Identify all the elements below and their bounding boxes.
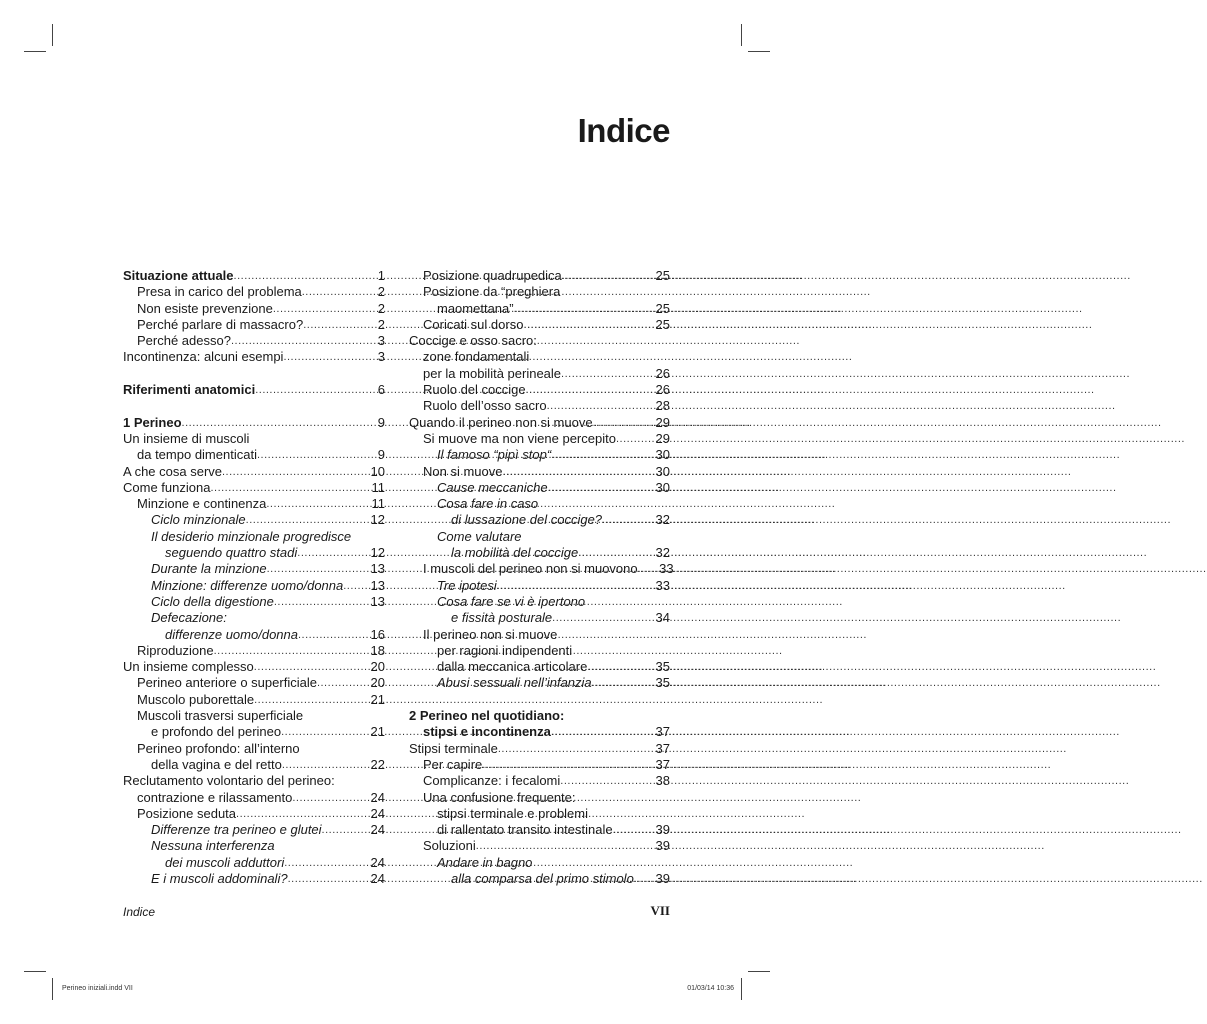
toc-entry-page: 13	[370, 561, 385, 577]
toc-entry-title: Il famoso “pipì stop“	[437, 447, 552, 463]
toc-entry-title: seguendo quattro stadi	[165, 545, 298, 561]
toc-entry	[123, 268, 385, 284]
toc-entry	[123, 561, 385, 577]
toc-entry-title: Non si muove	[423, 463, 503, 479]
dot-leader	[255, 382, 353, 398]
toc-entry-title: e fissità posturale	[451, 610, 553, 626]
toc-entry	[409, 627, 670, 643]
toc-entry-title: Si muove ma non viene percepito	[423, 430, 616, 446]
dot-leader	[236, 806, 353, 822]
toc-entry-title: Come valutare	[437, 528, 522, 544]
toc-entry-page: 30	[655, 447, 670, 463]
toc-entry-title: Perineo profondo: all’interno	[137, 740, 300, 756]
toc-entry-title: la mobilità del coccige	[451, 545, 579, 561]
dot-leader	[514, 301, 638, 317]
toc-entry-page: 21	[370, 724, 385, 740]
dot-leader	[547, 398, 638, 414]
toc-entry	[123, 708, 385, 724]
crop-mark	[748, 971, 770, 972]
toc-entry-page: 32	[655, 545, 670, 561]
crop-mark	[741, 24, 742, 46]
toc-entry-page: 12	[370, 512, 385, 528]
dot-leader	[231, 333, 353, 349]
dot-leader	[273, 301, 353, 317]
toc-entry	[123, 545, 385, 561]
toc-entry-title: Perché adesso?	[137, 333, 231, 349]
toc-entry	[409, 838, 670, 854]
toc-entry	[409, 301, 670, 317]
toc-entry-page: 37	[655, 740, 670, 756]
toc-entry-title: Il perineo non si muove	[423, 626, 558, 642]
toc-entry	[123, 431, 385, 447]
toc-entry-title: E i muscoli addominali?	[151, 870, 288, 886]
toc-entry	[123, 822, 385, 838]
toc-entry	[123, 724, 385, 740]
toc-entry-title: Cosa fare in caso	[437, 496, 539, 512]
toc-entry-page: 29	[655, 414, 670, 430]
toc-entry-title: della vagina e del retto	[151, 756, 282, 772]
toc-entry	[409, 790, 670, 806]
dot-leader	[283, 349, 353, 365]
toc-entry	[123, 855, 385, 871]
dot-leader	[322, 822, 353, 838]
toc-entry	[409, 382, 670, 398]
toc-entry-title: Stipsi terminale	[409, 740, 498, 756]
dot-leader	[292, 790, 353, 806]
dot-leader	[317, 675, 353, 691]
dot-leader	[254, 692, 353, 708]
dot-leader	[602, 512, 638, 528]
toc-entry-title: Posizione quadrupedica	[423, 268, 562, 283]
toc-entry	[409, 447, 670, 463]
toc-entry	[409, 480, 670, 496]
toc-entry-title: Muscolo puborettale	[137, 691, 255, 707]
toc-entry-page: 6	[377, 382, 385, 398]
toc-entry-title: Minzione e continenza	[137, 496, 267, 512]
dot-leader	[578, 545, 638, 561]
toc-entry-page: 30	[655, 463, 670, 479]
toc-entry-page: 1	[377, 268, 385, 283]
toc-entry-page: 26	[655, 382, 670, 398]
dot-leader	[343, 578, 353, 594]
dot-leader	[523, 317, 638, 333]
running-footer-page-number: VII	[650, 903, 670, 918]
toc-entry	[409, 415, 670, 431]
toc-entry-title: Andare in bagno	[437, 854, 533, 870]
toc-entry-page: 33	[655, 577, 670, 593]
toc-entry-title: e profondo del perineo	[151, 724, 282, 740]
toc-entry-page: 25	[655, 316, 670, 332]
toc-entry-title: Perché parlare di massacro?	[137, 316, 304, 332]
toc-entry-title: Ciclo della digestione	[151, 593, 274, 609]
toc-left-column	[123, 268, 385, 887]
toc-entry-page: 39	[655, 838, 670, 854]
toc-entry-page: 39	[655, 822, 670, 838]
toc-entry-title: Posizione da “preghiera	[423, 284, 561, 300]
dot-leader	[297, 545, 353, 561]
toc-entry-page: 24	[370, 870, 385, 886]
toc-entry-page: 21	[370, 691, 385, 707]
dot-leader	[214, 643, 353, 659]
toc-entry-page: 3	[377, 333, 385, 349]
toc-entry	[123, 643, 385, 659]
toc-entry	[123, 773, 385, 789]
toc-entry-page: 2	[377, 316, 385, 332]
toc-entry-title: Muscoli trasversi superficiale	[137, 708, 304, 724]
toc-entry	[409, 366, 670, 382]
toc-entry-page: 2	[377, 300, 385, 316]
toc-entry	[409, 398, 670, 414]
toc-entry-title: Coricati sul dorso	[423, 316, 524, 332]
toc-entry	[409, 741, 670, 757]
toc-entry-title: Defecazione:	[151, 610, 227, 626]
toc-right-column	[409, 268, 674, 887]
crop-mark	[52, 978, 53, 1000]
toc-entry-page: 35	[655, 659, 670, 675]
toc-entry-page: 35	[655, 675, 670, 691]
dot-leader	[593, 415, 638, 431]
toc-entry-title: Cause meccaniche	[437, 479, 548, 495]
toc-entry-page: 24	[370, 854, 385, 870]
toc-entry-title: Posizione seduta	[137, 805, 237, 821]
toc-entry-page: 32	[655, 512, 670, 528]
toc-entry-title: di lussazione del coccige?	[451, 512, 603, 528]
toc-entry-page: 38	[655, 773, 670, 789]
toc-entry-title: Per capire	[423, 756, 483, 772]
toc-entry-title: Un insieme di muscoli	[123, 430, 250, 446]
toc-entry	[123, 382, 385, 398]
toc-entry	[123, 333, 385, 349]
toc-entry	[123, 301, 385, 317]
toc-entry-title: Un insieme complesso	[123, 659, 254, 675]
toc-entry	[123, 692, 385, 708]
dot-leader	[613, 822, 638, 838]
toc-entry	[409, 333, 670, 349]
dot-leader	[562, 268, 638, 284]
toc-entry-title: Quando il perineo non si muove	[409, 414, 593, 430]
toc-entry	[123, 806, 385, 822]
toc-entry	[409, 561, 674, 577]
toc-entry	[123, 529, 385, 545]
toc-entry	[409, 724, 670, 740]
toc-entry-title: per ragioni indipendenti	[437, 642, 573, 658]
toc-entry-page: 37	[655, 724, 670, 740]
toc-entry-title: maomettana”	[437, 300, 514, 316]
toc-entry-page: 25	[655, 300, 670, 316]
toc-entry-title: I muscoli del perineo non si muovono	[423, 561, 638, 577]
dot-leader	[476, 838, 638, 854]
toc-entry	[123, 594, 385, 610]
toc-entry-title: Ciclo minzionale	[151, 512, 246, 528]
toc-entry-page: 28	[655, 398, 670, 414]
toc-entry	[409, 545, 670, 561]
toc-entry-title: 2 Perineo nel quotidiano:	[409, 708, 565, 724]
toc-entry	[123, 578, 385, 594]
toc-entry	[409, 284, 670, 300]
toc-entry	[123, 480, 385, 496]
crop-mark	[748, 51, 770, 52]
dot-leader	[497, 578, 638, 594]
toc-entry-title: Riferimenti anatomici	[123, 382, 256, 398]
toc-entry	[409, 855, 670, 871]
toc-entry-page: 9	[377, 414, 385, 430]
toc-entry-title: contrazione e rilassamento	[137, 789, 293, 805]
toc-entry-title: Ruolo del coccige	[423, 382, 526, 398]
dot-leader	[182, 415, 353, 431]
toc-entry-page: 22	[370, 756, 385, 772]
toc-entry-title: per la mobilità perineale	[423, 365, 562, 381]
dot-leader	[303, 317, 353, 333]
toc-entry	[409, 773, 670, 789]
dot-leader	[288, 871, 353, 887]
toc-entry-title: 1 Perineo	[123, 414, 182, 430]
toc-entry	[409, 578, 670, 594]
dot-leader	[234, 268, 353, 284]
dot-leader	[282, 757, 353, 773]
toc-entry	[409, 675, 670, 691]
toc-entry-page: 10	[370, 463, 385, 479]
toc-entry	[123, 741, 385, 757]
toc-entry	[123, 284, 385, 300]
toc-entry	[409, 594, 670, 610]
crop-mark	[741, 978, 742, 1000]
toc-entry-title: zone fondamentali	[423, 349, 530, 365]
dot-leader	[222, 464, 353, 480]
dot-leader	[548, 480, 638, 496]
toc-entry-page: 13	[370, 593, 385, 609]
toc-entry	[409, 464, 670, 480]
toc-entry	[123, 790, 385, 806]
dot-leader	[254, 659, 353, 675]
toc-entry	[123, 464, 385, 480]
toc-entry	[123, 627, 385, 643]
toc-entry-title: alla comparsa del primo stimolo	[451, 870, 634, 886]
toc-entry-title: Differenze tra perineo e glutei	[151, 822, 322, 838]
toc-entry	[409, 643, 670, 659]
toc-entry-page: 34	[655, 610, 670, 626]
toc-entry-title: A che cosa serve	[123, 463, 222, 479]
toc-entry	[409, 268, 670, 284]
toc-entry-title: differenze uomo/donna	[165, 626, 298, 642]
crop-mark	[24, 51, 46, 52]
toc-entry-title: Ruolo dell’osso sacro	[423, 398, 547, 414]
dot-leader	[498, 741, 638, 757]
toc-entry-title: stipsi terminale e problemi	[437, 805, 589, 821]
toc-entry	[409, 659, 670, 675]
toc-entry	[123, 496, 385, 512]
toc-entry-page: 20	[370, 659, 385, 675]
toc-entry-page: 11	[371, 496, 385, 512]
toc-entry	[409, 512, 670, 528]
toc-entry-title: stipsi e incontinenza	[423, 724, 551, 740]
dot-leader	[210, 480, 353, 496]
toc-entry	[409, 806, 670, 822]
toc-entry	[409, 822, 670, 838]
toc-entry	[123, 610, 385, 626]
toc-entry-page: 29	[655, 430, 670, 446]
dot-leader	[482, 757, 638, 773]
toc-entry-title: Complicanze: i fecalomi	[423, 773, 561, 789]
dot-leader	[298, 627, 353, 643]
toc-entry-title: Soluzioni	[423, 838, 476, 854]
toc-entry	[409, 708, 670, 724]
toc-entry-page: 24	[370, 822, 385, 838]
toc-entry-page: 13	[370, 577, 385, 593]
toc-entry-page: 30	[655, 479, 670, 495]
toc-entry-page: 9	[377, 447, 385, 463]
toc-entry-title: Perineo anteriore o superficiale	[137, 675, 317, 691]
toc-entry-title: Incontinenza: alcuni esempi	[123, 349, 284, 365]
toc-entry	[409, 529, 670, 545]
print-slug-datetime: 01/03/14 10:36	[687, 985, 734, 992]
toc-entry	[123, 415, 385, 431]
toc-entry-title: Non esiste prevenzione	[137, 300, 273, 316]
dot-leader	[551, 724, 638, 740]
toc-entry-title: da tempo dimenticati	[137, 447, 257, 463]
running-footer-section: Indice	[123, 905, 156, 919]
toc-entry-page: 20	[370, 675, 385, 691]
toc-entry-page: 24	[370, 789, 385, 805]
toc-entry-title: dei muscoli adduttori	[165, 854, 285, 870]
toc-entry-title: Situazione attuale	[123, 268, 234, 283]
dot-leader	[266, 496, 353, 512]
toc-entry-title: Presa in carico del problema	[137, 284, 302, 300]
dot-leader	[246, 512, 353, 528]
dot-leader	[281, 724, 353, 740]
toc-entry	[123, 838, 385, 854]
toc-entry	[123, 757, 385, 773]
toc-entry-page: 16	[370, 626, 385, 642]
dot-leader	[267, 561, 353, 577]
toc-entry	[123, 512, 385, 528]
toc-entry-title: Una confusione frequente:	[423, 789, 576, 805]
toc-entry-title: Durante la minzione	[151, 561, 267, 577]
print-slug-file: Perineo iniziali.indd VII	[62, 985, 133, 992]
toc-entry-title: Abusi sessuali nell’infanzia	[437, 675, 592, 691]
toc-entry-title: Nessuna interferenza	[151, 838, 275, 854]
dot-leader	[592, 675, 638, 691]
crop-mark	[24, 971, 46, 972]
dot-leader	[257, 447, 353, 463]
toc-entry-title: Riproduzione	[137, 642, 214, 658]
dot-leader	[274, 594, 353, 610]
toc-entry-title: Coccige e osso sacro:	[409, 333, 537, 349]
toc-entry	[123, 871, 385, 887]
toc-entry	[409, 610, 670, 626]
toc-entry-page: 18	[370, 642, 385, 658]
dot-leader	[526, 382, 638, 398]
toc-entry-title: Cosa fare se vi è ipertono	[437, 593, 586, 609]
toc-entry-title: Il desiderio minzionale progredisce	[151, 528, 352, 544]
dot-leader	[561, 366, 638, 382]
toc-entry-page: 2	[377, 284, 385, 300]
toc-entry	[123, 317, 385, 333]
toc-entry	[409, 871, 670, 887]
toc-entry	[409, 757, 670, 773]
dot-leader	[502, 464, 638, 480]
dot-leader	[284, 855, 353, 871]
toc-entry-title: Tre ipotesi	[437, 577, 497, 593]
toc-entry	[123, 659, 385, 675]
dot-leader	[616, 431, 638, 447]
toc-entry	[409, 496, 670, 512]
page-title: Indice	[577, 112, 670, 149]
dot-leader	[552, 610, 638, 626]
toc-entry-page: 24	[370, 805, 385, 821]
toc-entry	[409, 431, 670, 447]
toc-entry-title: Reclutamento volontario del perineo:	[123, 773, 335, 789]
dot-leader	[587, 659, 638, 675]
toc-entry	[123, 447, 385, 463]
toc-entry-title: Come funziona	[123, 479, 211, 495]
toc-entry	[123, 675, 385, 691]
toc-entry-page: 37	[655, 756, 670, 772]
toc-entry-page: 26	[655, 365, 670, 381]
toc-entry-page: 25	[655, 268, 670, 283]
toc-entry	[123, 349, 385, 365]
dot-leader	[560, 773, 638, 789]
toc-entry-title: di rallentato transito intestinale	[437, 822, 613, 838]
toc-entry-page: 3	[377, 349, 385, 365]
toc-entry	[409, 317, 670, 333]
dot-leader	[551, 447, 638, 463]
toc-entry-page: 39	[655, 870, 670, 886]
toc-entry-title: Minzione: differenze uomo/donna	[151, 577, 344, 593]
crop-mark	[52, 24, 53, 46]
toc-entry-page: 11	[371, 479, 385, 495]
dot-leader	[302, 284, 353, 300]
toc-entry-title: dalla meccanica articolare	[437, 659, 588, 675]
toc-entry-page: 12	[370, 545, 385, 561]
toc-entry-page: 33	[659, 561, 674, 577]
toc-entry	[409, 349, 670, 365]
